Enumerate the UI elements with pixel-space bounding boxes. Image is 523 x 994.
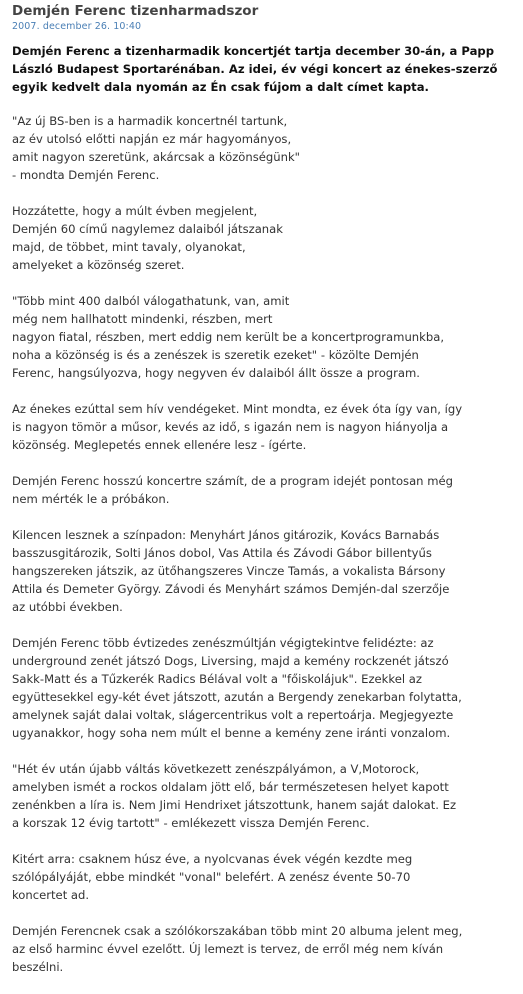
article-paragraph: [12, 202, 515, 274]
paragraph-line: Demjén Ferenc több évtizedes zenészmúltján végigtekintve felidézte: az: [12, 636, 434, 650]
lead-line: László Budapest Sportarénában. Az idei, év végi koncert az énekes-szerző: [12, 62, 498, 76]
paragraph-line: Kilencen lesznek a színpadon: Menyhárt János gitározik, Kovács Barnabás: [12, 528, 440, 542]
paragraph-line: amit nagyon szeretünk, akárcsak a közönségünk": [12, 150, 301, 164]
article-paragraph: [12, 112, 515, 184]
paragraph-line: underground zenét játszó Dogs, Liversing, majd a kemény rockzenét játszó: [12, 654, 449, 668]
paragraph-line: basszusgitározik, Solti János dobol, Vas Attila és Závodi Gábor billentyűs: [12, 546, 432, 560]
paragraph-line: amelyeket a közönség szeret.: [12, 258, 185, 272]
article-paragraph: [12, 850, 515, 904]
paragraph-line: az első harminc évvel ezelőtt. Új lemezt is tervez, de erről még nem kíván: [12, 942, 444, 956]
paragraph-line: Az énekes ezúttal sem hív vendégeket. Mint mondta, ez évek óta így van, így: [12, 402, 463, 416]
article-paragraph: [12, 922, 515, 976]
lead-line: egyik kedvelt dala nyomán az Én csak fújom a dalt címet kapta.: [12, 80, 429, 94]
paragraph-line: "Az új BS-ben is a harmadik koncertnél tartunk,: [12, 114, 288, 128]
paragraph-line: az utóbbi években.: [12, 600, 123, 614]
paragraph-line: is nagyon tömör a műsor, kevés az idő, s igazán nem is nagyon hiányolja a: [12, 420, 449, 434]
paragraph-line: zenénkben a líra is. Nem Jimi Hendrixet játszottunk, hanem saját dalokat. Ez: [12, 798, 457, 812]
paragraph-line: beszélni.: [12, 960, 64, 974]
paragraph-line: a korszak 12 évig tartott" - emlékezett vissza Demjén Ferenc.: [12, 816, 370, 830]
paragraph-line: ugyanakkor, hogy soha nem múlt el benne a kemény zene iránti vonzalom.: [12, 726, 451, 740]
article-paragraph: [12, 760, 515, 832]
paragraph-line: amelyben ismét a rockos oldalam jött elő, bár természetesen helyet kapott: [12, 780, 449, 794]
paragraph-line: koncertet ad.: [12, 888, 90, 902]
paragraph-line: Attila és Demeter György. Závodi és Menyhárt számos Demjén-dal szerzője: [12, 582, 450, 596]
article-paragraph: [12, 526, 515, 616]
paragraph-line: együttesekkel egy-két évet játszott, azután a Bergendy zenekarban folytatta,: [12, 690, 462, 704]
paragraph-line: szólópályáját, ebbe mindkét "vonal" belefért. A zenész évente 50-70: [12, 870, 411, 884]
paragraph-line: hangszereken játszik, az ütőhangszeres Vincze Tamás, a vokalista Bársony: [12, 564, 446, 578]
paragraph-line: az év utolsó előtti napján ez már hagyományos,: [12, 132, 292, 146]
paragraph-line: nagyon fiatal, részben, mert eddig nem került be a koncertprogramunkba,: [12, 330, 445, 344]
paragraph-line: majd, de többet, mint tavaly, olyanokat,: [12, 240, 246, 254]
paragraph-line: Hozzátette, hogy a múlt évben megjelent,: [12, 204, 258, 218]
paragraph-line: amelynek saját dalai voltak, slágercentrikus volt a repertoárja. Megjegyezte: [12, 708, 454, 722]
article-paragraph: [12, 472, 515, 508]
paragraph-line: nem mérték le a próbákon.: [12, 492, 170, 506]
paragraph-line: még nem hallhatott mindenki, részben, mert: [12, 312, 273, 326]
article-paragraph: [12, 292, 515, 382]
article-lead: [12, 42, 515, 96]
paragraph-line: Demjén 60 című nagylemez dalaiból játszanak: [12, 222, 283, 236]
lead-line: Demjén Ferenc a tizenharmadik koncertjét tartja december 30-án, a Papp: [12, 44, 495, 58]
paragraph-line: Kitért arra: csaknem húsz éve, a nyolcvanas évek végén kezdte meg: [12, 852, 413, 866]
article-paragraph: [12, 400, 515, 454]
paragraph-line: Sakk-Matt és a Tűzkerék Radics Bélával volt a "főiskolájuk". Ezekkel az: [12, 672, 422, 686]
paragraph-line: "Hét év után újabb váltás következett zenészpályámon, a V,Motorock,: [12, 762, 420, 776]
article: [12, 2, 515, 994]
paragraph-line: közönség. Meglepetés ennek ellenére lesz - ígérte.: [12, 438, 307, 452]
article-paragraph: [12, 634, 515, 742]
paragraph-line: noha a közönség is és a zenészek is szeretik ezeket" - közölte Demjén: [12, 348, 419, 362]
paragraph-line: "Több mint 400 dalból válogathatunk, van, amit: [12, 294, 290, 308]
paragraph-line: Demjén Ferencnek csak a szólókorszakában több mint 20 albuma jelent meg,: [12, 924, 463, 938]
paragraph-line: - mondta Demjén Ferenc.: [12, 168, 160, 182]
paragraph-line: Ferenc, hangsúlyozva, hogy negyven év dalaiból állt össze a program.: [12, 366, 420, 380]
paragraph-line: Demjén Ferenc hosszú koncertre számít, de a program idejét pontosan még: [12, 474, 453, 488]
article-title: Demjén Ferenc tizenharmadszor: [12, 3, 259, 19]
article-date: 2007. december 26. 10:40: [12, 21, 142, 32]
